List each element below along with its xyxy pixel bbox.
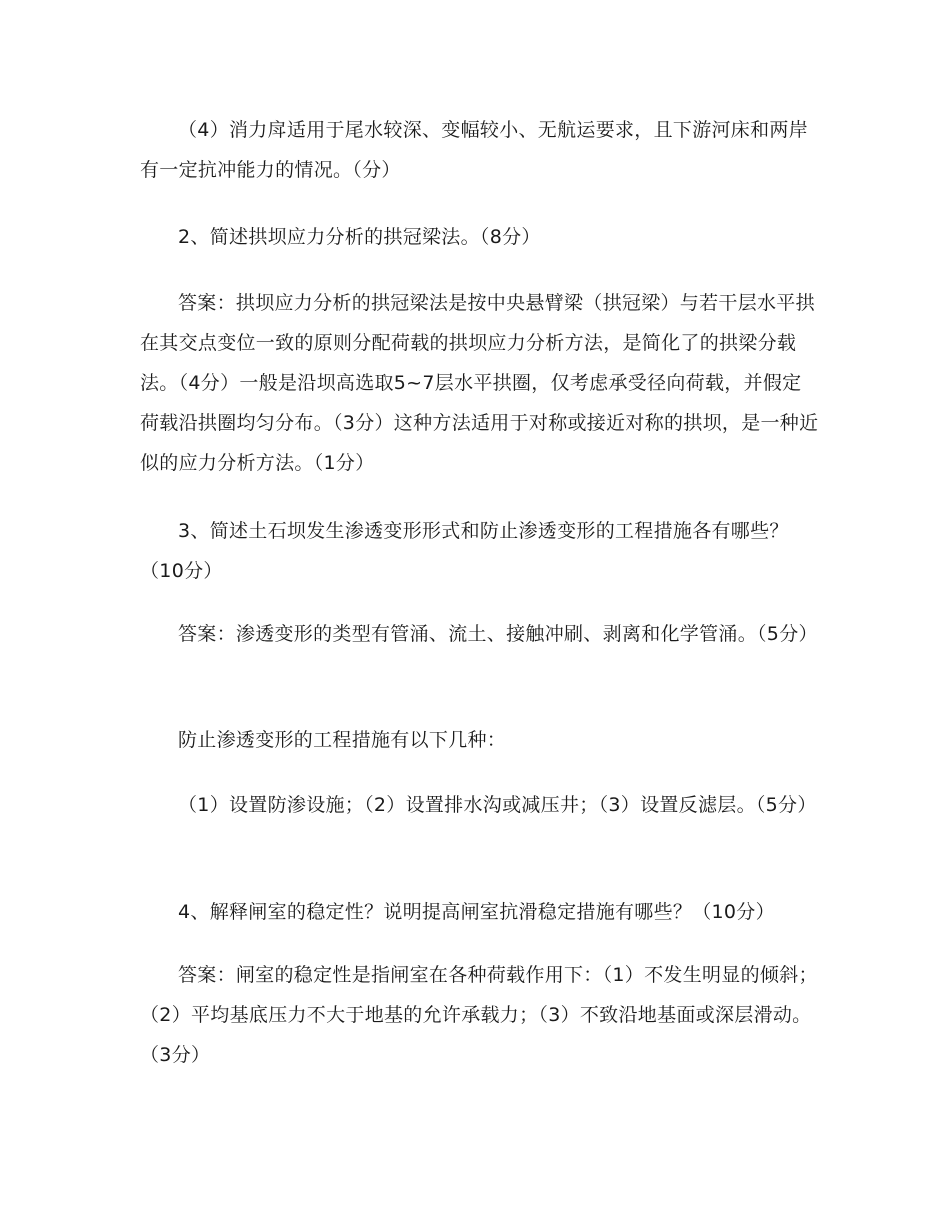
answer-3: 答案：渗透变形的类型有管涌、流土、接触冲刷、剥离和化学管涌。（5分） xyxy=(178,623,818,645)
answer-4: 答案：闸室的稳定性是指闸室在各种荷载作用下：（1）不发生明显的倾斜；（2）平均基底压力不大于地基的允许承载力；（3）不致沿地基面或深层滑动。（3分） xyxy=(140,964,818,1066)
answer-3-measures-list: （1）设置防渗设施；（2）设置排水沟或减压井；（3）设置反滤层。（5分） xyxy=(178,794,817,816)
question-4: 4、解释闸室的稳定性？说明提高闸室抗滑稳定措施有哪些？（10分） xyxy=(178,901,775,923)
paragraph-stilling-bucket: （4）消力戽适用于尾水较深、变幅较小、无航运要求，且下游河床和两岸有一定抗冲能力的情况。（分） xyxy=(140,119,808,181)
answer-3-measures-intro: 防止渗透变形的工程措施有以下几种： xyxy=(178,729,507,751)
answer-2: 答案：拱坝应力分析的拱冠梁法是按中央悬臂梁（拱冠梁）与若干层水平拱在其交点变位一致的原则分配荷载的拱坝应力分析方法，是简化了的拱梁分载法。（4分）一般是沿坝高选取5~7层水平拱圈，仅考虑承受径向荷载，并假定荷载沿拱圈均匀分布。（3分）这种方法适用于对称或接近对称的拱坝，是一种近似的应力分析方法。（1分） xyxy=(140,292,819,474)
question-2: 2、简述拱坝应力分析的拱冠梁法。（8分） xyxy=(178,226,541,248)
question-3: 3、简述土石坝发生渗透变形形式和防止渗透变形的工程措施各有哪些？（10分） xyxy=(140,520,789,582)
